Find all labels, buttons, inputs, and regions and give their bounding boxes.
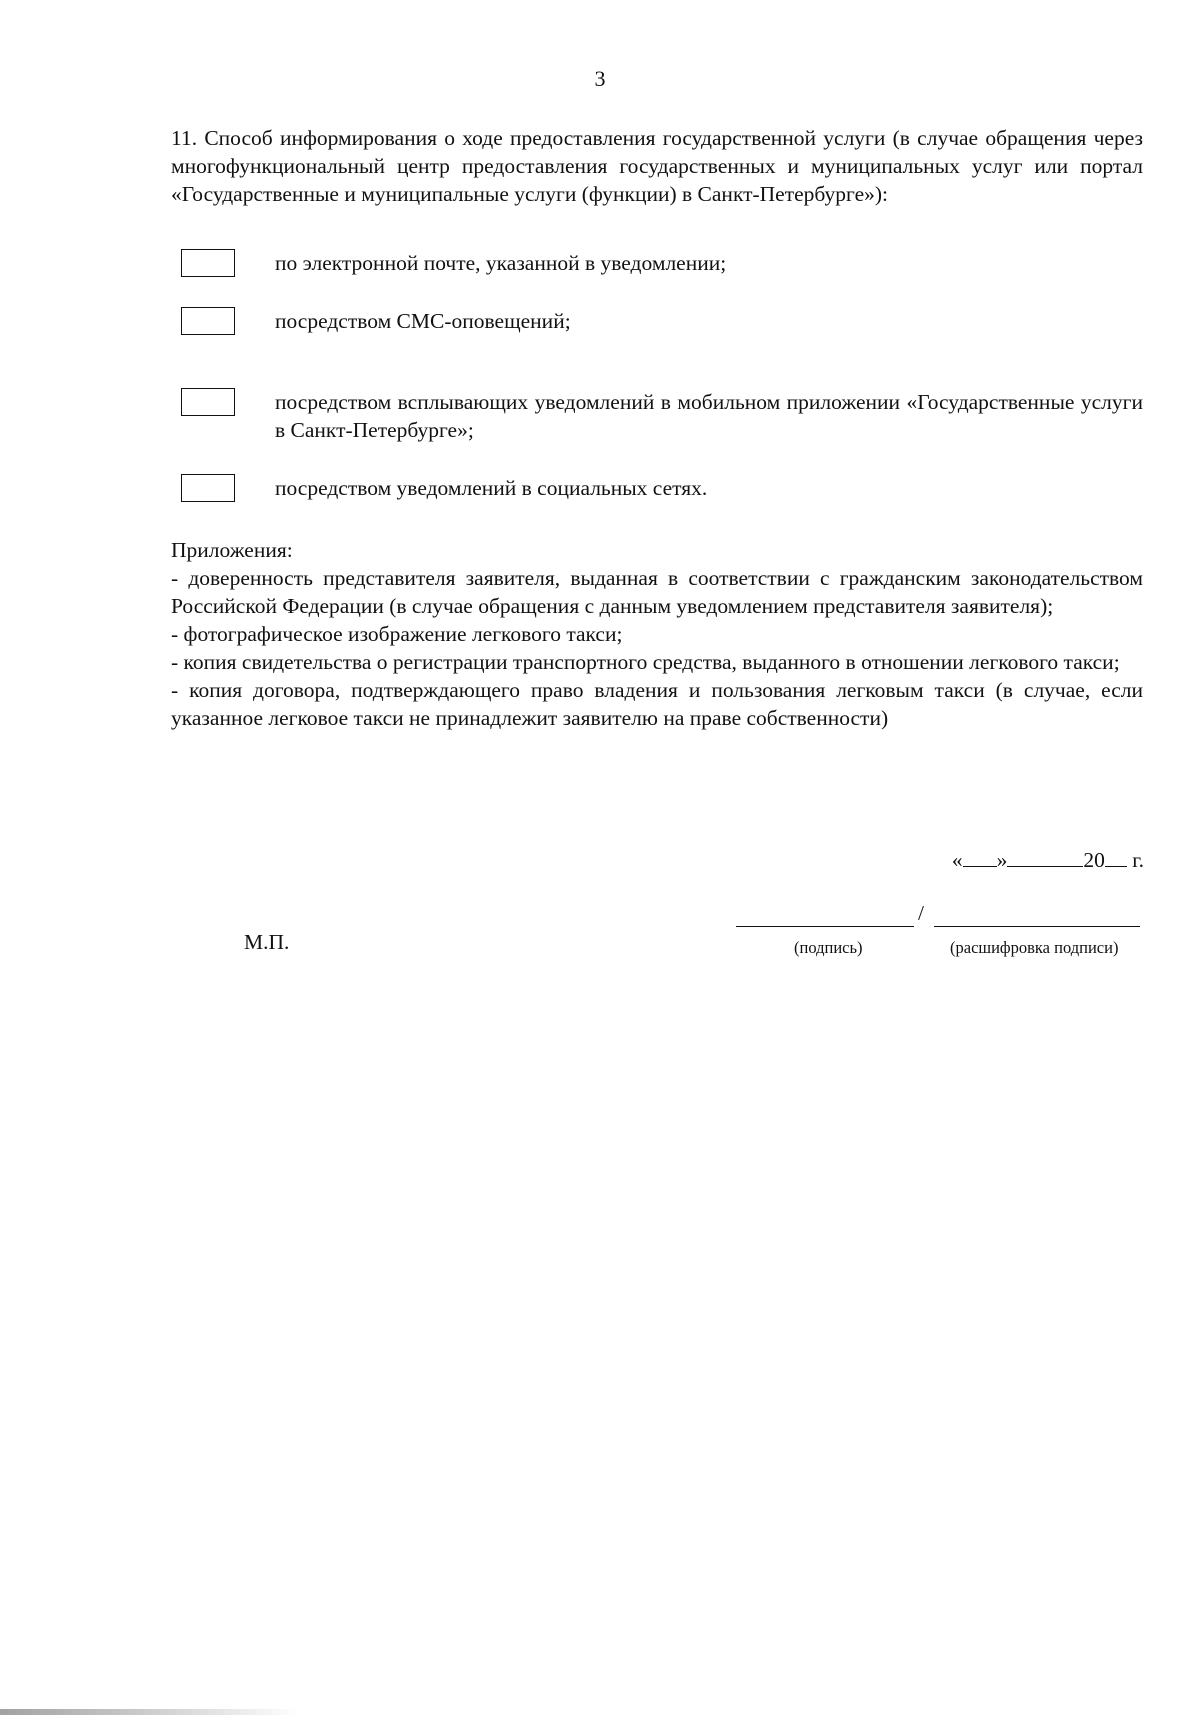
checkbox-email[interactable] [181, 249, 235, 277]
appendix-section [171, 536, 1143, 732]
signature-line[interactable] [736, 926, 914, 927]
option-sms-label: посредством СМС-оповещений; [275, 309, 571, 333]
year-prefix: 20 [1083, 848, 1105, 872]
section-11-text: 11. Способ информирования о ходе предоставления государственной услуги (в случае обращения через многофункциональный центр предоставления государственных и муниципальных услуг или портал «Государственные и муниципальные услуги (функции) в Санкт-Петербурге»): [171, 126, 1143, 206]
year-suffix: г. [1132, 848, 1144, 872]
year-blank[interactable] [1105, 846, 1127, 867]
appendix-title: Приложения: [171, 538, 293, 562]
day-blank[interactable] [963, 846, 997, 867]
date-field [952, 846, 1144, 873]
date-open-quote: « [951, 848, 963, 872]
scan-edge-artifact [0, 1709, 300, 1715]
signature-caption: (подпись) [794, 938, 863, 957]
checkbox-mobile-app[interactable] [181, 388, 235, 416]
option-mobile-app-label: посредством всплывающих уведомлений в мобильном приложении «Государственные услуги в Санкт-Петербурге»; [275, 390, 1143, 442]
appendix-item: - доверенность представителя заявителя, выданная в соответствии с гражданским законодательством Российской Федерации (в случае обращения с данным уведомлением представителя заявителя); [171, 566, 1143, 618]
signature-decoding-caption: (расшифровка подписи) [950, 938, 1119, 957]
checkbox-sms[interactable] [181, 307, 235, 335]
appendix-item: - копия договора, подтверждающего право владения и пользования легковым такси (в случае, если указанное легковое такси не принадлежит заявителю на праве собственности) [171, 678, 1143, 730]
option-email-label: по электронной почте, указанной в уведомлении; [275, 251, 727, 275]
date-close-quote: » [996, 848, 1008, 872]
appendix-item: - фотографическое изображение легкового такси; [171, 622, 623, 646]
appendix-item: - копия свидетельства о регистрации транспортного средства, выданного в отношении легкового такси; [171, 650, 1120, 674]
checkbox-social[interactable] [181, 474, 235, 502]
page-number: 3 [594, 66, 606, 91]
signature-decoding-line[interactable] [934, 926, 1140, 927]
month-blank[interactable] [1007, 846, 1083, 867]
option-social-label: посредством уведомлений в социальных сетях. [275, 476, 708, 500]
signature-separator: / [918, 901, 924, 925]
stamp-label: М.П. [244, 930, 290, 954]
